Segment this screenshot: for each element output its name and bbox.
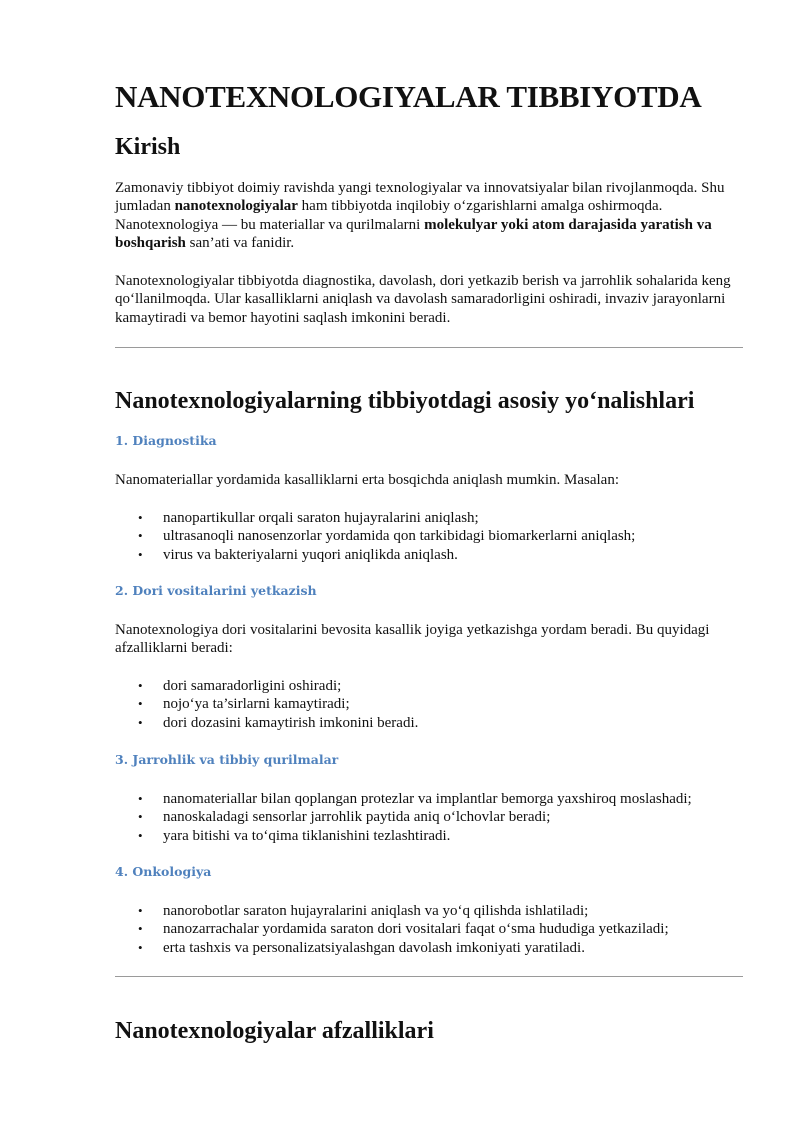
bold-term-definition: molekulyar yoki atom darajasida yaratish va boshqarish <box>115 216 712 251</box>
list-item: • nanozarrachalar yordamida saraton dori vositalari faqat o‘sma hududiga yetkaziladi; <box>138 921 669 938</box>
bullet-icon: • <box>138 528 143 544</box>
section-divider <box>115 976 743 977</box>
list-item: • virus va bakteriyalarni yuqori aniqlikda aniqlash. <box>138 546 458 563</box>
bold-term-nanotexnologiyalar: nanotexnologiyalar <box>174 198 298 215</box>
bullet-icon: • <box>138 791 143 806</box>
bullet-icon: • <box>138 939 143 955</box>
intro-heading: Kirish <box>115 134 181 160</box>
list-item: • nanopartikullar orqali saraton hujayralarini aniqlash; <box>138 510 479 526</box>
list-item: • dori samaradorligini oshiradi; <box>138 678 342 694</box>
bullet-icon: • <box>138 921 143 937</box>
onkologiya-list <box>115 902 743 957</box>
bullet-icon: • <box>138 809 143 825</box>
list-item: • erta tashxis va personalizatsiyalashgan davolash imkoniyati yaratiladi. <box>138 939 585 956</box>
document-title: NANOTEXNOLOGIYALAR TIBBIYOTDA <box>115 79 702 114</box>
bullet-icon: • <box>138 714 143 730</box>
list-item: • nanomateriallar bilan qoplangan protezlar va implantlar bemorga yaxshiroq moslashadi; <box>138 791 692 807</box>
list-item: • nojo‘ya ta’sirlarni kamaytiradi; <box>138 696 350 713</box>
bullet-icon: • <box>138 546 143 562</box>
intro-paragraph-1: Zamonaviy tibbiyot doimiy ravishda yangi texnologiyalar va innovatsiyalar bilan rivojlanmoqda. Shu jumladan nanotexnologiyalar ham tibbiyotda inqilobiy o‘zgarishlarni amalga oshirmoqda. Nanotexnologiya — bu materiallar va qurilmalarni molekulyar yoki atom darajasida yaratish va boshqarish san’ati va fanidir. <box>115 180 725 251</box>
diagnostika-list <box>115 509 743 564</box>
list-item: • nanoskaladagi sensorlar jarrohlik paytida aniq o‘lchovlar beradi; <box>138 809 551 826</box>
bullet-icon: • <box>138 903 143 918</box>
directions-heading: Nanotexnologiyalarning tibbiyotdagi asosiy yo‘nalishlari <box>115 388 695 414</box>
list-item: • nanorobotlar saraton hujayralarini aniqlash va yo‘q qilishda ishlatiladi; <box>138 903 589 919</box>
list-item: • yara bitishi va to‘qima tiklanishini tezlashtiradi. <box>138 827 451 844</box>
dori-text: Nanotexnologiya dori vositalarini bevosita kasallik joyiga yetkazishga yordam beradi. Bu quyidagi afzalliklarni beradi: <box>115 622 710 657</box>
list-item: • dori dozasini kamaytirish imkonini beradi. <box>138 714 419 731</box>
intro-paragraph-2: Nanotexnologiyalar tibbiyotda diagnostika, davolash, dori yetkazib berish va jarrohlik sohalarida keng qo‘llanilmoqda. Ular kasalliklarni aniqlash va davolash samaradorligini oshiradi, invaziv jarayonlarni kamaytiradi va bemor hayotini saqlash imkonini beradi. <box>115 273 731 326</box>
bullet-icon: • <box>138 678 143 693</box>
dori-list <box>115 677 743 732</box>
subsection-heading-dori: 2. Dori vositalarini yetkazish <box>115 583 317 598</box>
jarrohlik-list <box>115 790 743 845</box>
bullet-icon: • <box>138 510 143 525</box>
advantages-heading: Nanotexnologiyalar afzalliklari <box>115 1018 434 1044</box>
diagnostika-text: Nanomateriallar yordamida kasalliklarni erta bosqichda aniqlash mumkin. Masalan: <box>115 472 620 488</box>
section-divider <box>115 347 743 348</box>
list-item: • ultrasanoqli nanosenzorlar yordamida qon tarkibidagi biomarkerlarni aniqlash; <box>138 528 636 545</box>
bullet-icon: • <box>138 827 143 843</box>
subsection-heading-diagnostika: 1. Diagnostika <box>115 433 217 448</box>
subsection-heading-jarrohlik: 3. Jarrohlik va tibbiy qurilmalar <box>115 752 339 767</box>
bullet-icon: • <box>138 696 143 712</box>
subsection-heading-onkologiya: 4. Onkologiya <box>115 864 212 879</box>
